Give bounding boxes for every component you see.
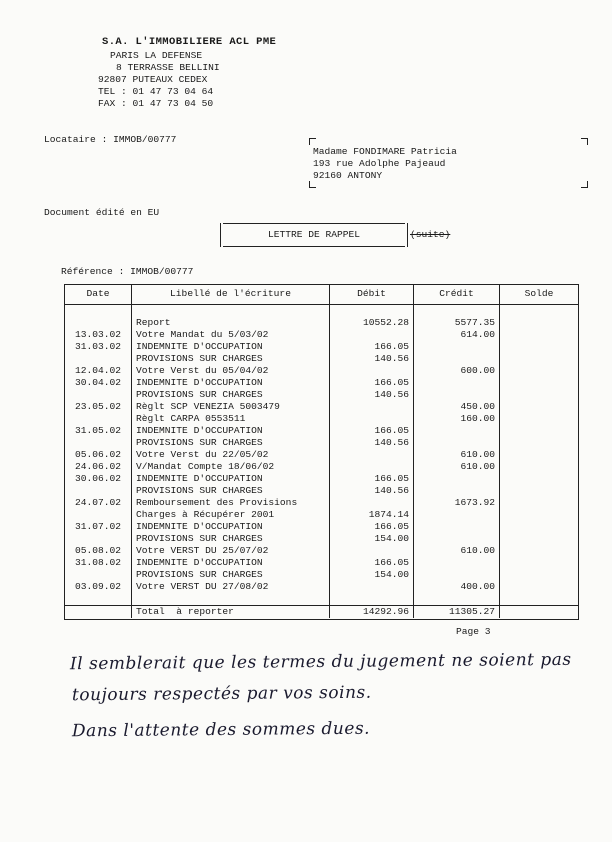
- cell-credit: 610.00: [414, 449, 500, 461]
- cell-debit: 166.05: [330, 341, 414, 353]
- cell-libelle: INDEMNITE D'OCCUPATION: [132, 521, 330, 533]
- cell-credit: [414, 485, 500, 497]
- cell-date: [65, 569, 132, 581]
- col-header-credit: Crédit: [414, 284, 500, 305]
- cell-date: [65, 389, 132, 401]
- cell-solde: [500, 569, 579, 581]
- cell-solde: [500, 377, 579, 389]
- table-row: [65, 533, 579, 545]
- cell-credit: [414, 557, 500, 569]
- cell-debit: 166.05: [330, 377, 414, 389]
- cell-solde: [500, 329, 579, 341]
- letter-title: LETTRE DE RAPPEL: [267, 229, 361, 240]
- cell-solde: [500, 521, 579, 533]
- table-row: [65, 317, 579, 329]
- col-header-debit: Débit: [330, 284, 414, 305]
- table-row: [65, 449, 579, 461]
- cell-date: 30.04.02: [65, 377, 132, 389]
- cell-date: [65, 485, 132, 497]
- cell-debit: [330, 461, 414, 473]
- cell-solde: [500, 317, 579, 329]
- cell-libelle: INDEMNITE D'OCCUPATION: [132, 425, 330, 437]
- letter-title-box: [220, 223, 408, 247]
- cell-credit: 610.00: [414, 545, 500, 557]
- total-credit: 11305.27: [414, 606, 500, 619]
- cell-credit: 610.00: [414, 461, 500, 473]
- cell-credit: [414, 569, 500, 581]
- company-fax: FAX : 01 47 73 04 50: [98, 98, 214, 109]
- cell-libelle: PROVISIONS SUR CHARGES: [132, 485, 330, 497]
- cell-debit: 154.00: [330, 569, 414, 581]
- cell-debit: 166.05: [330, 473, 414, 485]
- cell-libelle: Votre Mandat du 5/03/02: [132, 329, 330, 341]
- table-row: [65, 389, 579, 401]
- cell-debit: 166.05: [330, 521, 414, 533]
- cell-date: [65, 353, 132, 365]
- cell-solde: [500, 533, 579, 545]
- edition-note: Document édité en EU: [44, 207, 160, 218]
- company-name: S.A. L'IMMOBILIERE ACL PME: [102, 36, 277, 48]
- cell-solde: [500, 557, 579, 569]
- cell-solde: [500, 425, 579, 437]
- cell-libelle: INDEMNITE D'OCCUPATION: [132, 557, 330, 569]
- cell-libelle: PROVISIONS SUR CHARGES: [132, 353, 330, 365]
- tenant-id: Locataire : IMMOB/00777: [44, 134, 177, 145]
- address-window-corner: [309, 181, 316, 188]
- cell-debit: 140.56: [330, 389, 414, 401]
- cell-credit: [414, 437, 500, 449]
- cell-debit: [330, 497, 414, 509]
- company-address-line: 92807 PUTEAUX CEDEX: [98, 74, 208, 85]
- cell-solde: [500, 497, 579, 509]
- cell-credit: [414, 533, 500, 545]
- table-row: [65, 437, 579, 449]
- cell-credit: [414, 509, 500, 521]
- cell-credit: [414, 473, 500, 485]
- cell-debit: 140.56: [330, 437, 414, 449]
- cell-date: 31.03.02: [65, 341, 132, 353]
- cell-credit: [414, 353, 500, 365]
- cell-libelle: Remboursement des Provisions: [132, 497, 330, 509]
- cell-date: 30.06.02: [65, 473, 132, 485]
- address-window-corner: [309, 138, 316, 145]
- col-header-libelle: Libellé de l'écriture: [132, 284, 330, 305]
- cell-solde: [500, 353, 579, 365]
- cell-date: 23.05.02: [65, 401, 132, 413]
- cell-debit: [330, 365, 414, 377]
- company-address-line: PARIS LA DEFENSE: [110, 50, 203, 61]
- cell-debit: 166.05: [330, 425, 414, 437]
- recipient-name: Madame FONDIMARE Patricia: [313, 146, 457, 157]
- cell-credit: [414, 521, 500, 533]
- table-row: [65, 569, 579, 581]
- cell-credit: 5577.35: [414, 317, 500, 329]
- cell-debit: 154.00: [330, 533, 414, 545]
- table-row: [65, 341, 579, 353]
- cell-date: 31.08.02: [65, 557, 132, 569]
- table-row: [65, 365, 579, 377]
- cell-solde: [500, 389, 579, 401]
- table-header-row: [65, 284, 579, 305]
- cell-date: 05.06.02: [65, 449, 132, 461]
- table-row: [65, 509, 579, 521]
- table-row: [65, 329, 579, 341]
- cell-debit: [330, 545, 414, 557]
- cell-credit: 450.00: [414, 401, 500, 413]
- col-header-date: Date: [65, 284, 132, 305]
- total-row: [65, 606, 579, 619]
- cell-credit: [414, 341, 500, 353]
- cell-credit: 600.00: [414, 365, 500, 377]
- handwritten-line: Il semblerait que les termes du jugement ne soient pas: [69, 649, 572, 675]
- ledger-body: [65, 305, 579, 594]
- cell-solde: [500, 449, 579, 461]
- suite-struck: (suite): [410, 229, 451, 240]
- cell-date: 31.05.02: [65, 425, 132, 437]
- cell-solde: [500, 461, 579, 473]
- cell-debit: 1874.14: [330, 509, 414, 521]
- table-row: [65, 581, 579, 593]
- cell-debit: [330, 401, 414, 413]
- cell-solde: [500, 509, 579, 521]
- cell-debit: 140.56: [330, 485, 414, 497]
- table-row: [65, 497, 579, 509]
- cell-credit: 160.00: [414, 413, 500, 425]
- cell-credit: 400.00: [414, 581, 500, 593]
- cell-date: 13.03.02: [65, 329, 132, 341]
- cell-solde: [500, 473, 579, 485]
- cell-libelle: V/Mandat Compte 18/06/02: [132, 461, 330, 473]
- cell-solde: [500, 365, 579, 377]
- cell-libelle: PROVISIONS SUR CHARGES: [132, 533, 330, 545]
- cell-libelle: Votre Verst du 22/05/02: [132, 449, 330, 461]
- cell-solde: [500, 485, 579, 497]
- cell-debit: 166.05: [330, 557, 414, 569]
- table-row: [65, 521, 579, 533]
- table-row: [65, 413, 579, 425]
- table-row: [65, 545, 579, 557]
- cell-credit: 1673.92: [414, 497, 500, 509]
- cell-date: 03.09.02: [65, 581, 132, 593]
- cell-debit: [330, 449, 414, 461]
- company-phone: TEL : 01 47 73 04 64: [98, 86, 214, 97]
- cell-credit: [414, 389, 500, 401]
- address-window-corner: [581, 181, 588, 188]
- table-row: [65, 461, 579, 473]
- handwritten-line: Dans l'attente des sommes dues.: [71, 718, 371, 742]
- cell-date: [65, 533, 132, 545]
- cell-solde: [500, 545, 579, 557]
- cell-debit: 140.56: [330, 353, 414, 365]
- cell-solde: [500, 581, 579, 593]
- cell-credit: 614.00: [414, 329, 500, 341]
- cell-solde: [500, 341, 579, 353]
- cell-date: 24.06.02: [65, 461, 132, 473]
- cell-solde: [500, 413, 579, 425]
- cell-libelle: Votre VERST DU 27/08/02: [132, 581, 330, 593]
- address-window-corner: [581, 138, 588, 145]
- ledger-table: [64, 284, 579, 618]
- cell-date: 05.08.02: [65, 545, 132, 557]
- table-row: [65, 557, 579, 569]
- recipient-city: 92160 ANTONY: [313, 170, 383, 181]
- cell-libelle: Charges à Récupérer 2001: [132, 509, 330, 521]
- cell-debit: [330, 581, 414, 593]
- cell-libelle: PROVISIONS SUR CHARGES: [132, 389, 330, 401]
- cell-libelle: INDEMNITE D'OCCUPATION: [132, 377, 330, 389]
- page-number: Page 3: [456, 626, 491, 637]
- recipient-street: 193 rue Adolphe Pajeaud: [313, 158, 446, 169]
- cell-libelle: INDEMNITE D'OCCUPATION: [132, 473, 330, 485]
- cell-libelle: Règlt SCP VENEZIA 5003479: [132, 401, 330, 413]
- cell-credit: [414, 377, 500, 389]
- cell-debit: 10552.28: [330, 317, 414, 329]
- col-header-solde: Solde: [500, 284, 579, 305]
- cell-debit: [330, 413, 414, 425]
- cell-solde: [500, 401, 579, 413]
- cell-libelle: PROVISIONS SUR CHARGES: [132, 437, 330, 449]
- cell-date: [65, 437, 132, 449]
- table-row: [65, 473, 579, 485]
- cell-credit: [414, 425, 500, 437]
- cell-libelle: Votre VERST DU 25/07/02: [132, 545, 330, 557]
- cell-date: [65, 509, 132, 521]
- table-row: [65, 377, 579, 389]
- table-row: [65, 485, 579, 497]
- cell-libelle: PROVISIONS SUR CHARGES: [132, 569, 330, 581]
- cell-solde: [500, 437, 579, 449]
- cell-date: 31.07.02: [65, 521, 132, 533]
- cell-libelle: Votre Verst du 05/04/02: [132, 365, 330, 377]
- table-row: [65, 425, 579, 437]
- total-label: Total à reporter: [132, 606, 330, 619]
- cell-date: [65, 317, 132, 329]
- cell-date: 12.04.02: [65, 365, 132, 377]
- cell-libelle: INDEMNITE D'OCCUPATION: [132, 341, 330, 353]
- cell-debit: [330, 329, 414, 341]
- cell-date: 24.07.02: [65, 497, 132, 509]
- cell-libelle: Règlt CARPA 0553511: [132, 413, 330, 425]
- reference: Référence : IMMOB/00777: [61, 266, 194, 277]
- handwritten-line: toujours respectés par vos soins.: [71, 682, 372, 706]
- table-row: [65, 401, 579, 413]
- total-debit: 14292.96: [330, 606, 414, 619]
- table-row: [65, 353, 579, 365]
- cell-libelle: Report: [132, 317, 330, 329]
- cell-date: [65, 413, 132, 425]
- company-address-line: 8 TERRASSE BELLINI: [116, 62, 220, 73]
